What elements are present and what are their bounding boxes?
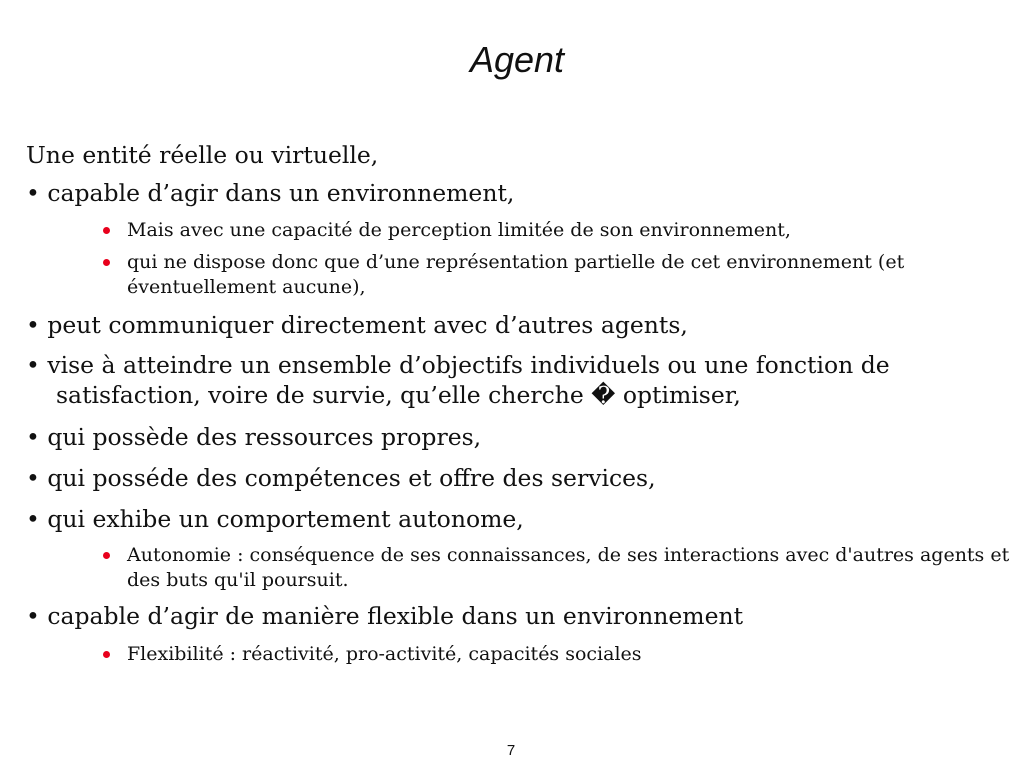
sub-bullet-text: Flexibilité : réactivité, pro-activité, capacités sociales: [127, 643, 642, 665]
red-bullet-icon: [103, 227, 110, 234]
sub-bullet-item: [103, 250, 1023, 300]
sub-bullet-text: Autonomie : conséquence de ses connaissances, de ses interactions avec d'autres agents et des buts qu'il poursuit.: [127, 544, 1010, 591]
bullet-item: • qui exhibe un comportement autonome,: [26, 505, 524, 533]
red-bullet-icon: [103, 651, 110, 658]
intro-text: Une entité réelle ou virtuelle,: [26, 141, 379, 169]
bullet-item: • vise à atteindre un ensemble d’objectifs individuels ou une fonction de satisfaction, voire de survie, qu’elle cherche � optimiser,: [26, 351, 890, 409]
red-bullet-icon: [103, 552, 110, 559]
page-number: 7: [506, 742, 516, 759]
bullet-item: • peut communiquer directement avec d’autres agents,: [26, 311, 688, 339]
bullet-item: • qui posséde des compétences et offre des services,: [26, 464, 656, 492]
slide-title: Agent: [469, 39, 565, 80]
bullet-item: • qui possède des ressources propres,: [26, 423, 482, 451]
sub-bullet-text: qui ne dispose donc que d’une représentation partielle de cet environnement (et éventuellement aucune),: [127, 251, 905, 298]
bullet-item: • capable d’agir de manière flexible dans un environnement: [26, 602, 744, 630]
sub-bullet-text: Mais avec une capacité de perception limitée de son environnement,: [127, 219, 791, 241]
red-bullet-icon: [103, 259, 110, 266]
sub-bullet-item: [103, 543, 1023, 593]
sub-bullet-item: [103, 642, 1023, 667]
sub-bullet-item: [103, 218, 1023, 243]
bullet-item: • capable d’agir dans un environnement,: [26, 179, 515, 207]
